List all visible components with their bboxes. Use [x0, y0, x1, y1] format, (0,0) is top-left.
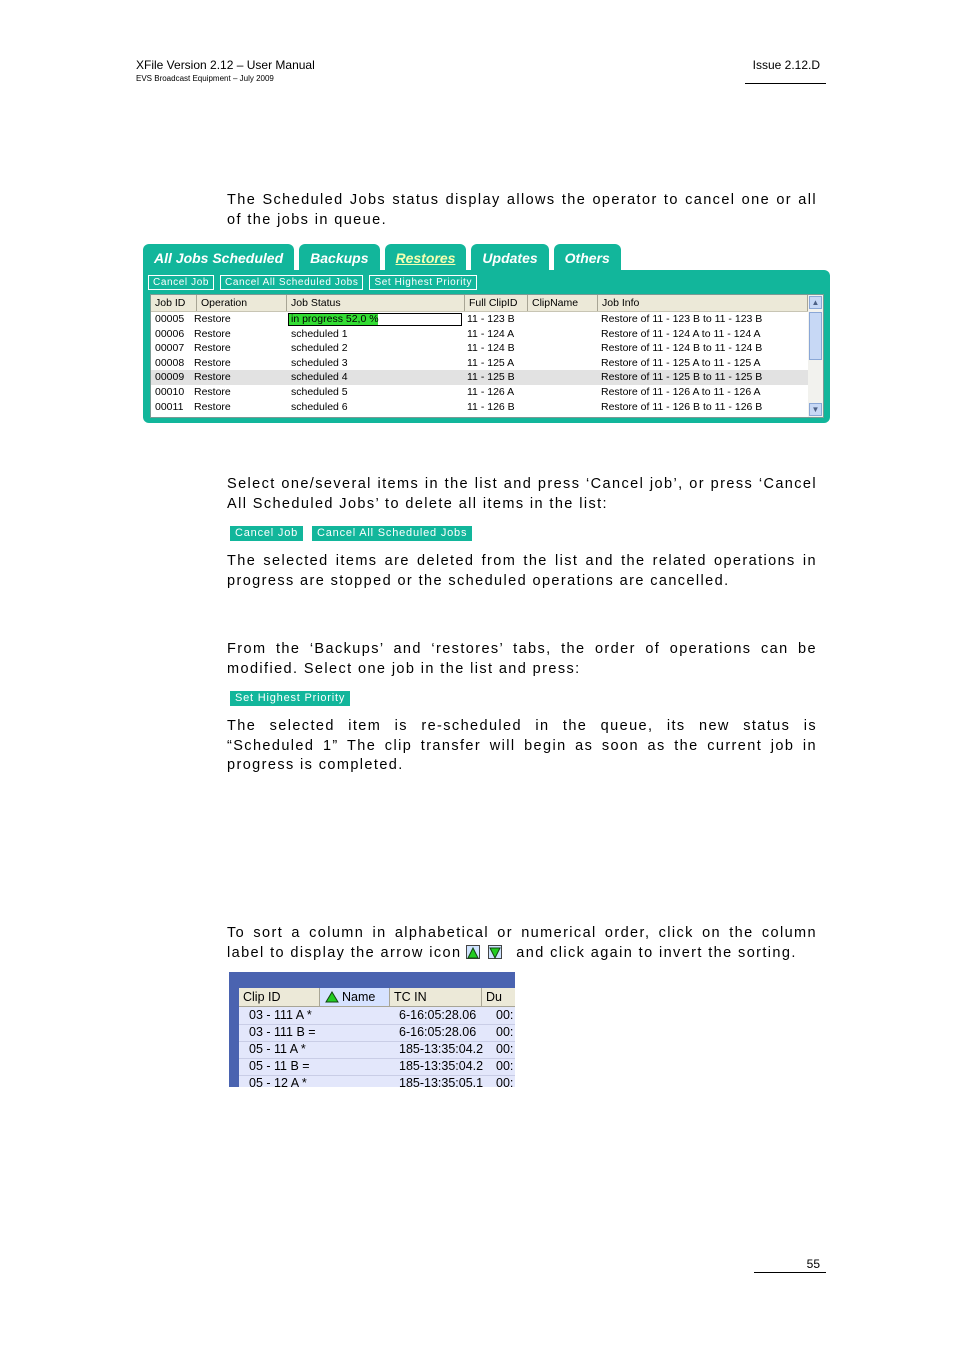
column-header-full-clipid[interactable]: Full ClipID [465, 295, 528, 311]
paragraph-intro: The Scheduled Jobs status display allows the operator to cancel one or all of the jobs in queue. [227, 192, 817, 228]
cell-operation: Restore [194, 313, 231, 325]
sort-text-part1: To sort a column in alphabetical or numerical order, click on the column label to display the arrow icon [227, 925, 817, 961]
cell-operation: Restore [194, 327, 231, 340]
sort-descending-icon [488, 945, 502, 959]
column-header-duration[interactable]: Du [482, 988, 515, 1006]
cell-full-clipid: 11 - 126 A [467, 386, 515, 398]
cancel-job-button[interactable]: Cancel Job [148, 275, 214, 290]
list-item[interactable] [239, 1041, 515, 1059]
cell-job-id: 00009 [155, 371, 185, 384]
column-header-clip-id[interactable]: Clip ID [239, 988, 320, 1006]
cancel-all-scheduled-jobs-button-example[interactable]: Cancel All Scheduled Jobs [312, 526, 472, 541]
cancel-job-button-example[interactable]: Cancel Job [230, 526, 303, 541]
cell-job-status: scheduled 3 [291, 356, 348, 369]
cell-operation: Restore [194, 342, 231, 355]
column-header-clipname[interactable]: ClipName [528, 295, 598, 311]
cell-duration: 00: [496, 1008, 514, 1022]
table-row[interactable] [151, 385, 808, 400]
list-item[interactable] [239, 1058, 515, 1076]
column-header-job-status[interactable]: Job Status [287, 295, 465, 311]
sort-arrow-up-icon [325, 991, 339, 1003]
cell-full-clipid: 11 - 123 B [467, 313, 515, 325]
table-row[interactable] [151, 356, 808, 371]
column-header-tc-in[interactable]: TC IN [390, 988, 482, 1006]
cell-full-clipid: 11 - 125 B [467, 371, 515, 384]
paragraph-deleted: The selected items are deleted from the list and the related operations in progress are stopped or the scheduled operations are cancelled. [227, 553, 817, 589]
cell-job-info: Restore of 11 - 126 B to 11 - 126 B [601, 400, 763, 413]
list-item[interactable] [239, 1024, 515, 1042]
set-highest-priority-button-example[interactable]: Set Highest Priority [230, 691, 350, 706]
sort-text-part2: and click again to invert the sorting. [516, 944, 797, 961]
paragraph-select-cancel: Select one/several items in the list and press ‘Cancel job’, or press ‘Cancel All Scheduled Jobs’ to delete all items in the list: [227, 476, 817, 512]
scroll-thumb[interactable] [809, 312, 822, 360]
header-subtitle: EVS Broadcast Equipment – July 2009 [136, 74, 274, 83]
cell-tc-in: 185-13:35:04.2 [399, 1059, 484, 1073]
cell-job-info: Restore of 11 - 123 B to 11 - 123 B [601, 313, 763, 325]
sort-ascending-icon [466, 945, 480, 959]
cell-operation: Restore [194, 371, 231, 384]
tab-updates[interactable]: Updates [471, 244, 548, 272]
column-header-operation[interactable]: Operation [197, 295, 287, 311]
cell-job-id: 00005 [155, 313, 185, 325]
cell-full-clipid: 11 - 124 B [467, 342, 515, 355]
cell-job-id: 00011 [155, 400, 184, 413]
clip-list [239, 988, 515, 1087]
paragraph-sort [227, 924, 817, 963]
cell-duration: 00: [496, 1076, 514, 1087]
cell-tc-in: 185-13:35:04.2 [399, 1042, 484, 1056]
cell-job-info: Restore of 11 - 125 A to 11 - 125 A [601, 356, 761, 369]
cell-job-status: scheduled 2 [291, 342, 348, 355]
clip-list-header [239, 988, 515, 1007]
tab-all-jobs-scheduled[interactable]: All Jobs Scheduled [143, 244, 294, 272]
progress-text: in progress 52,0 % [291, 313, 379, 325]
cell-job-id: 00006 [155, 327, 185, 340]
cell-clip-id: 05 - 12 A * [249, 1076, 307, 1087]
header-title: XFile Version 2.12 – User Manual [136, 58, 315, 72]
cell-tc-in: 185-13:35:05.1 [399, 1076, 484, 1087]
cell-job-status: scheduled 1 [291, 327, 348, 340]
cell-operation: Restore [194, 400, 231, 413]
cell-duration: 00: [496, 1042, 514, 1056]
cell-job-id: 00008 [155, 356, 185, 369]
tab-others[interactable]: Others [554, 244, 621, 272]
cell-duration: 00: [496, 1059, 514, 1073]
set-highest-priority-button[interactable]: Set Highest Priority [369, 275, 477, 290]
cell-tc-in: 6-16:05:28.06 [399, 1008, 477, 1022]
cell-job-info: Restore of 11 - 124 B to 11 - 124 B [601, 342, 763, 355]
scroll-down-icon[interactable]: ▼ [809, 403, 822, 416]
cell-job-status: scheduled 6 [291, 400, 348, 413]
cell-full-clipid: 11 - 125 A [467, 356, 515, 369]
table-row[interactable] [151, 370, 808, 385]
cell-job-info: Restore of 11 - 125 B to 11 - 125 B [601, 371, 763, 384]
cancel-all-scheduled-jobs-button[interactable]: Cancel All Scheduled Jobs [220, 275, 363, 290]
cell-job-info: Restore of 11 - 124 A to 11 - 124 A [601, 327, 761, 340]
header-rule [745, 83, 826, 84]
cell-duration: 00: [496, 1025, 514, 1039]
jobs-table-scrollbar[interactable] [808, 295, 823, 417]
cell-clip-id: 05 - 11 B = [249, 1059, 310, 1073]
scroll-up-icon[interactable]: ▲ [809, 296, 822, 309]
cell-job-id: 00010 [155, 386, 185, 398]
paragraph-rescheduled: The selected item is re-scheduled in the queue, its new status is “Scheduled 1” The clip transfer will begin as soon as the current job in progress is completed. [227, 718, 817, 773]
cell-job-info: Restore of 11 - 126 A to 11 - 126 A [601, 386, 761, 398]
cell-full-clipid: 11 - 124 A [467, 327, 515, 340]
footer-rule [754, 1272, 826, 1273]
cell-full-clipid: 11 - 126 B [467, 400, 515, 413]
jobs-table [150, 294, 824, 418]
list-item[interactable] [239, 1075, 515, 1087]
clip-list-frame [229, 972, 515, 1087]
cell-operation: Restore [194, 356, 231, 369]
paragraph-order: From the ‘Backups’ and ‘restores’ tabs, the order of operations can be modified. Select one job in the list and press: [227, 641, 817, 677]
cell-operation: Restore [194, 386, 231, 398]
tab-backups[interactable]: Backups [299, 244, 379, 272]
cell-clip-id: 03 - 111 B = [249, 1025, 316, 1039]
tab-restores[interactable]: Restores [385, 244, 467, 272]
table-row[interactable] [151, 400, 808, 415]
progress-bar [288, 313, 462, 326]
cell-job-id: 00007 [155, 342, 185, 355]
jobs-panel [143, 270, 830, 423]
table-row[interactable] [151, 341, 808, 356]
cell-clip-id: 03 - 111 A * [249, 1008, 312, 1022]
cell-job-status: scheduled 4 [291, 371, 348, 384]
cell-clip-id: 05 - 11 A * [249, 1042, 306, 1056]
cell-job-status: scheduled 5 [291, 386, 348, 398]
cell-tc-in: 6-16:05:28.06 [399, 1025, 477, 1039]
column-header-job-id[interactable]: Job ID [151, 295, 197, 311]
header-issue: Issue 2.12.D [752, 58, 820, 72]
jobs-button-row [148, 275, 477, 290]
table-row[interactable] [151, 312, 808, 327]
column-header-name[interactable]: Name [320, 988, 390, 1006]
jobs-table-header [151, 295, 808, 312]
table-row[interactable] [151, 327, 808, 342]
column-header-job-info[interactable]: Job Info [598, 295, 808, 311]
list-item[interactable] [239, 1007, 515, 1025]
jobs-tabs [143, 244, 621, 272]
page-number: 55 [806, 1257, 820, 1271]
